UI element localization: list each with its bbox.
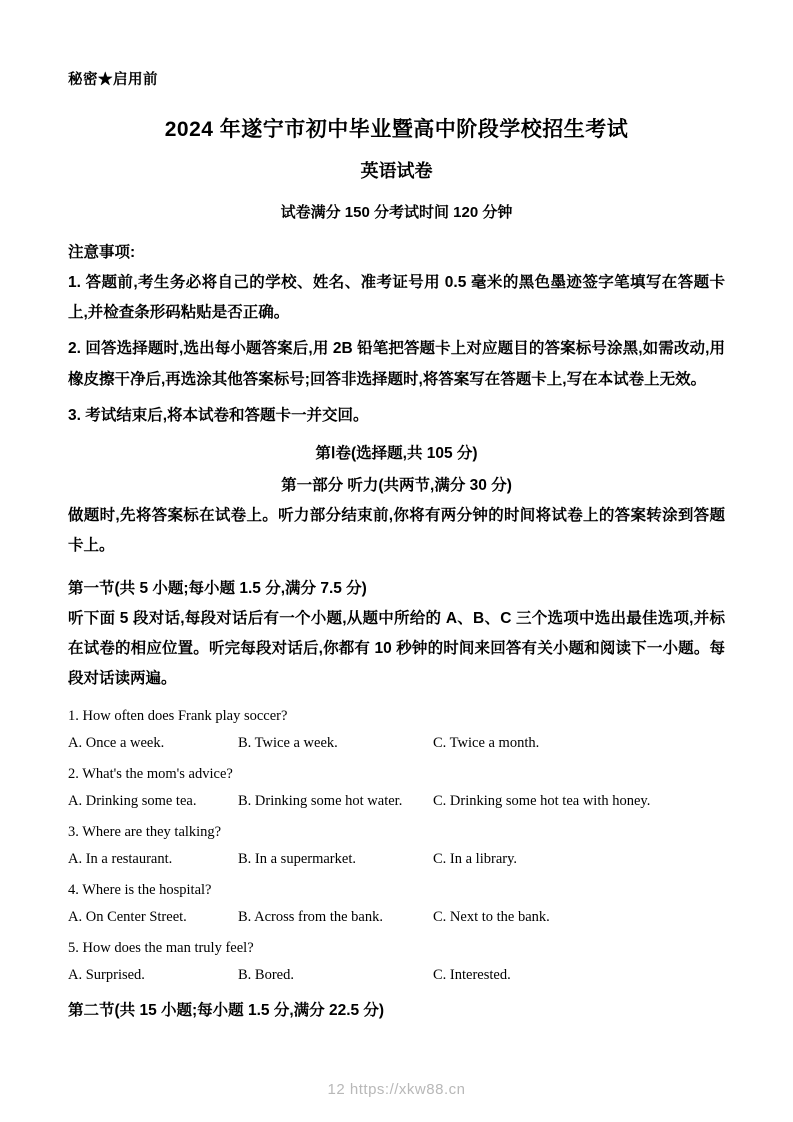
question-stem: 2. What's the mom's advice?: [68, 766, 233, 783]
section-one-heading: 第一节(共 5 小题;每小题 1.5 分,满分 7.5 分): [68, 579, 367, 597]
option-a[interactable]: A. On Center Street.: [68, 909, 187, 926]
question-stem: 5. How does the man truly feel?: [68, 940, 254, 957]
notice-item-2: 2. 回答选择题时,选出每小题答案后,用 2B 铅笔把答题卡上对应题目的答案标号涂黑,如需改动,用橡皮擦干净后,再选涂其他答案标号;回答非选择题时,将答案写在答题卡上,写在本试卷上无效。: [68, 340, 725, 388]
page-title: 2024 年遂宁市初中毕业暨高中阶段学校招生考试: [164, 118, 629, 141]
notice-heading: 注意事项:: [68, 244, 136, 261]
part-heading: 第一部分 听力(共两节,满分 30 分): [281, 477, 512, 495]
option-c[interactable]: C. Drinking some hot tea with honey.: [433, 793, 651, 810]
exam-meta: 试卷满分 150 分考试时间 120 分钟: [280, 204, 513, 221]
watermark: 12 https://xkw88.cn: [327, 1081, 466, 1098]
question-options: [68, 967, 725, 984]
listening-instruction: 做题时,先将答案标在试卷上。听力部分结束前,你将有两分钟的时间将试卷上的答案转涂到答题卡上。: [68, 507, 725, 555]
option-c[interactable]: C. Next to the bank.: [433, 909, 550, 926]
option-b[interactable]: B. Twice a week.: [238, 735, 338, 752]
question-options: [68, 909, 725, 926]
option-a[interactable]: A. Drinking some tea.: [68, 793, 197, 810]
option-c[interactable]: C. Interested.: [433, 967, 511, 984]
page-subtitle: 英语试卷: [360, 161, 433, 181]
option-c[interactable]: C. Twice a month.: [433, 735, 540, 752]
notice-item-3: 3. 考试结束后,将本试卷和答题卡一并交回。: [68, 406, 369, 424]
volume-heading: 第Ⅰ卷(选择题,共 105 分): [315, 445, 478, 463]
notice-item-1: 1. 答题前,考生务必将自己的学校、姓名、准考证号用 0.5 毫米的黑色墨迹签字笔填写在答题卡上,并检查条形码粘贴是否正确。: [68, 274, 725, 322]
question-stem: 1. How often does Frank play soccer?: [68, 708, 288, 725]
section-one-instruction: 听下面 5 段对话,每段对话后有一个小题,从题中所给的 A、B、C 三个选项中选出最佳选项,并标在试卷的相应位置。听完每段对话后,你都有 10 秒钟的时间来回答有关小题和阅读下一小题。每段对话读两遍。: [68, 609, 725, 687]
option-a[interactable]: A. Once a week.: [68, 735, 165, 752]
option-b[interactable]: B. Bored.: [238, 967, 294, 984]
question-stem: 4. Where is the hospital?: [68, 882, 212, 899]
option-b[interactable]: B. Across from the bank.: [238, 909, 383, 926]
secret-label: 秘密★启用前: [68, 72, 158, 88]
option-c[interactable]: C. In a library.: [433, 851, 518, 868]
option-b[interactable]: B. Drinking some hot water.: [238, 793, 403, 810]
question-stem: 3. Where are they talking?: [68, 824, 222, 841]
option-a[interactable]: A. In a restaurant.: [68, 851, 173, 868]
question-options: [68, 735, 725, 752]
section-two-heading: 第二节(共 15 小题;每小题 1.5 分,满分 22.5 分): [68, 1002, 385, 1020]
question-options: [68, 851, 725, 868]
question-options: [68, 793, 725, 810]
option-a[interactable]: A. Surprised.: [68, 967, 145, 984]
option-b[interactable]: B. In a supermarket.: [238, 851, 356, 868]
